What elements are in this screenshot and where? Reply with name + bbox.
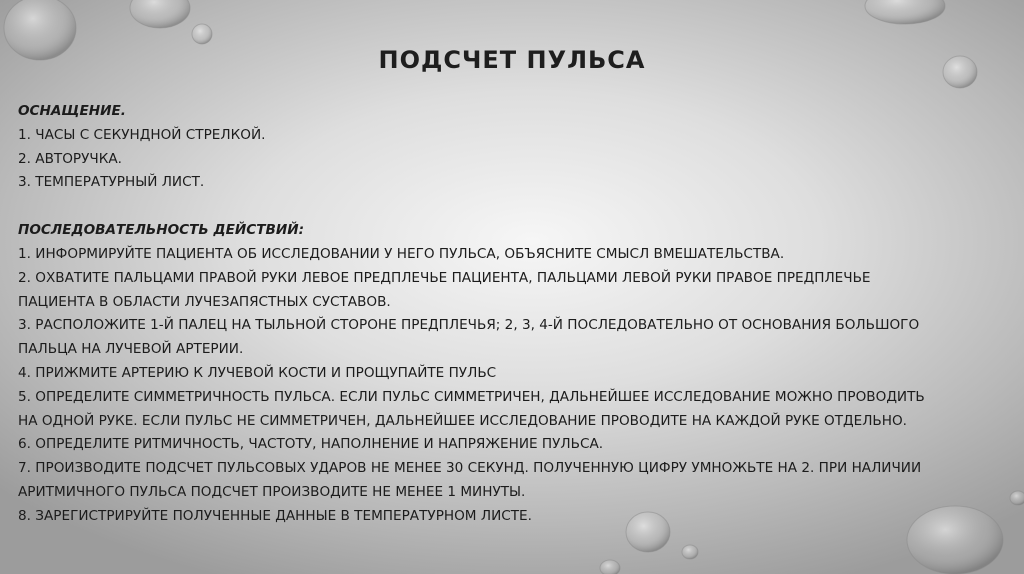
procedure-line: ПАЦИЕНТА В ОБЛАСТИ ЛУЧЕЗАПЯСТНЫХ СУСТАВОВ. <box>18 293 391 310</box>
procedure-line: 8. ЗАРЕГИСТРИРУЙТЕ ПОЛУЧЕННЫЕ ДАННЫЕ В ТЕМПЕРАТУРНОМ ЛИСТЕ. <box>18 507 532 524</box>
procedure-line: 3. РАСПОЛОЖИТЕ 1-Й ПАЛЕЦ НА ТЫЛЬНОЙ СТОРОНЕ ПРЕДПЛЕЧЬЯ; 2, 3, 4-Й ПОСЛЕДОВАТЕЛЬНО ОТ ОСНОВАНИЯ БОЛЬШОГО <box>18 317 920 334</box>
slide-content <box>18 100 1018 529</box>
water-drop <box>865 0 945 24</box>
equipment-item: 1. ЧАСЫ С СЕКУНДНОЙ СТРЕЛКОЙ. <box>18 126 266 143</box>
procedure-heading: ПОСЛЕДОВАТЕЛЬНОСТЬ ДЕЙСТВИЙ: <box>18 222 305 239</box>
equipment-item: 2. АВТОРУЧКА. <box>18 150 122 167</box>
procedure-line: 6. ОПРЕДЕЛИТЕ РИТМИЧНОСТЬ, ЧАСТОТУ, НАПОЛНЕНИЕ И НАПРЯЖЕНИЕ ПУЛЬСА. <box>18 436 604 453</box>
water-drop <box>600 560 620 574</box>
water-drop <box>130 0 190 28</box>
procedure-line: ПАЛЬЦА НА ЛУЧЕВОЙ АРТЕРИИ. <box>18 341 244 358</box>
procedure-line: 1. ИНФОРМИРУЙТЕ ПАЦИЕНТА ОБ ИССЛЕДОВАНИИ У НЕГО ПУЛЬСА, ОБЪЯСНИТЕ СМЫСЛ ВМЕШАТЕЛЬСТВА. <box>18 245 785 262</box>
equipment-heading: ОСНАЩЕНИЕ. <box>18 103 126 119</box>
water-drop <box>682 545 698 559</box>
section-gap <box>18 195 1018 219</box>
procedure-line: 5. ОПРЕДЕЛИТЕ СИММЕТРИЧНОСТЬ ПУЛЬСА. ЕСЛИ ПУЛЬС СИММЕТРИЧЕН, ДАЛЬНЕЙШЕЕ ИССЛЕДОВАНИЕ МОЖНО ПРОВОДИТЬ <box>18 388 925 405</box>
slide-title: ПОДСЧЕТ ПУЛЬСА <box>378 46 646 74</box>
procedure-line: 4. ПРИЖМИТЕ АРТЕРИЮ К ЛУЧЕВОЙ КОСТИ И ПРОЩУПАЙТЕ ПУЛЬС <box>18 364 497 381</box>
procedure-line: НА ОДНОЙ РУКЕ. ЕСЛИ ПУЛЬС НЕ СИММЕТРИЧЕН, ДАЛЬНЕЙШЕЕ ИССЛЕДОВАНИЕ ПРОВОДИТЕ НА КАЖДОЙ РУКЕ ОТДЕЛЬНО. <box>18 412 908 429</box>
procedure-line: 2. ОХВАТИТЕ ПАЛЬЦАМИ ПРАВОЙ РУКИ ЛЕВОЕ ПРЕДПЛЕЧЬЕ ПАЦИЕНТА, ПАЛЬЦАМИ ЛЕВОЙ РУКИ ПРАВОЕ ПРЕДПЛЕЧЬЕ <box>18 269 871 286</box>
water-drop <box>192 24 212 44</box>
procedure-line: 7. ПРОИЗВОДИТЕ ПОДСЧЕТ ПУЛЬСОВЫХ УДАРОВ НЕ МЕНЕЕ 30 СЕКУНД. ПОЛУЧЕННУЮ ЦИФРУ УМНОЖЬТЕ НА 2. ПРИ НАЛИЧИИ <box>18 460 922 477</box>
procedure-line: АРИТМИЧНОГО ПУЛЬСА ПОДСЧЕТ ПРОИЗВОДИТЕ НЕ МЕНЕЕ 1 МИНУТЫ. <box>18 483 526 500</box>
equipment-item: 3. ТЕМПЕРАТУРНЫЙ ЛИСТ. <box>18 174 205 191</box>
